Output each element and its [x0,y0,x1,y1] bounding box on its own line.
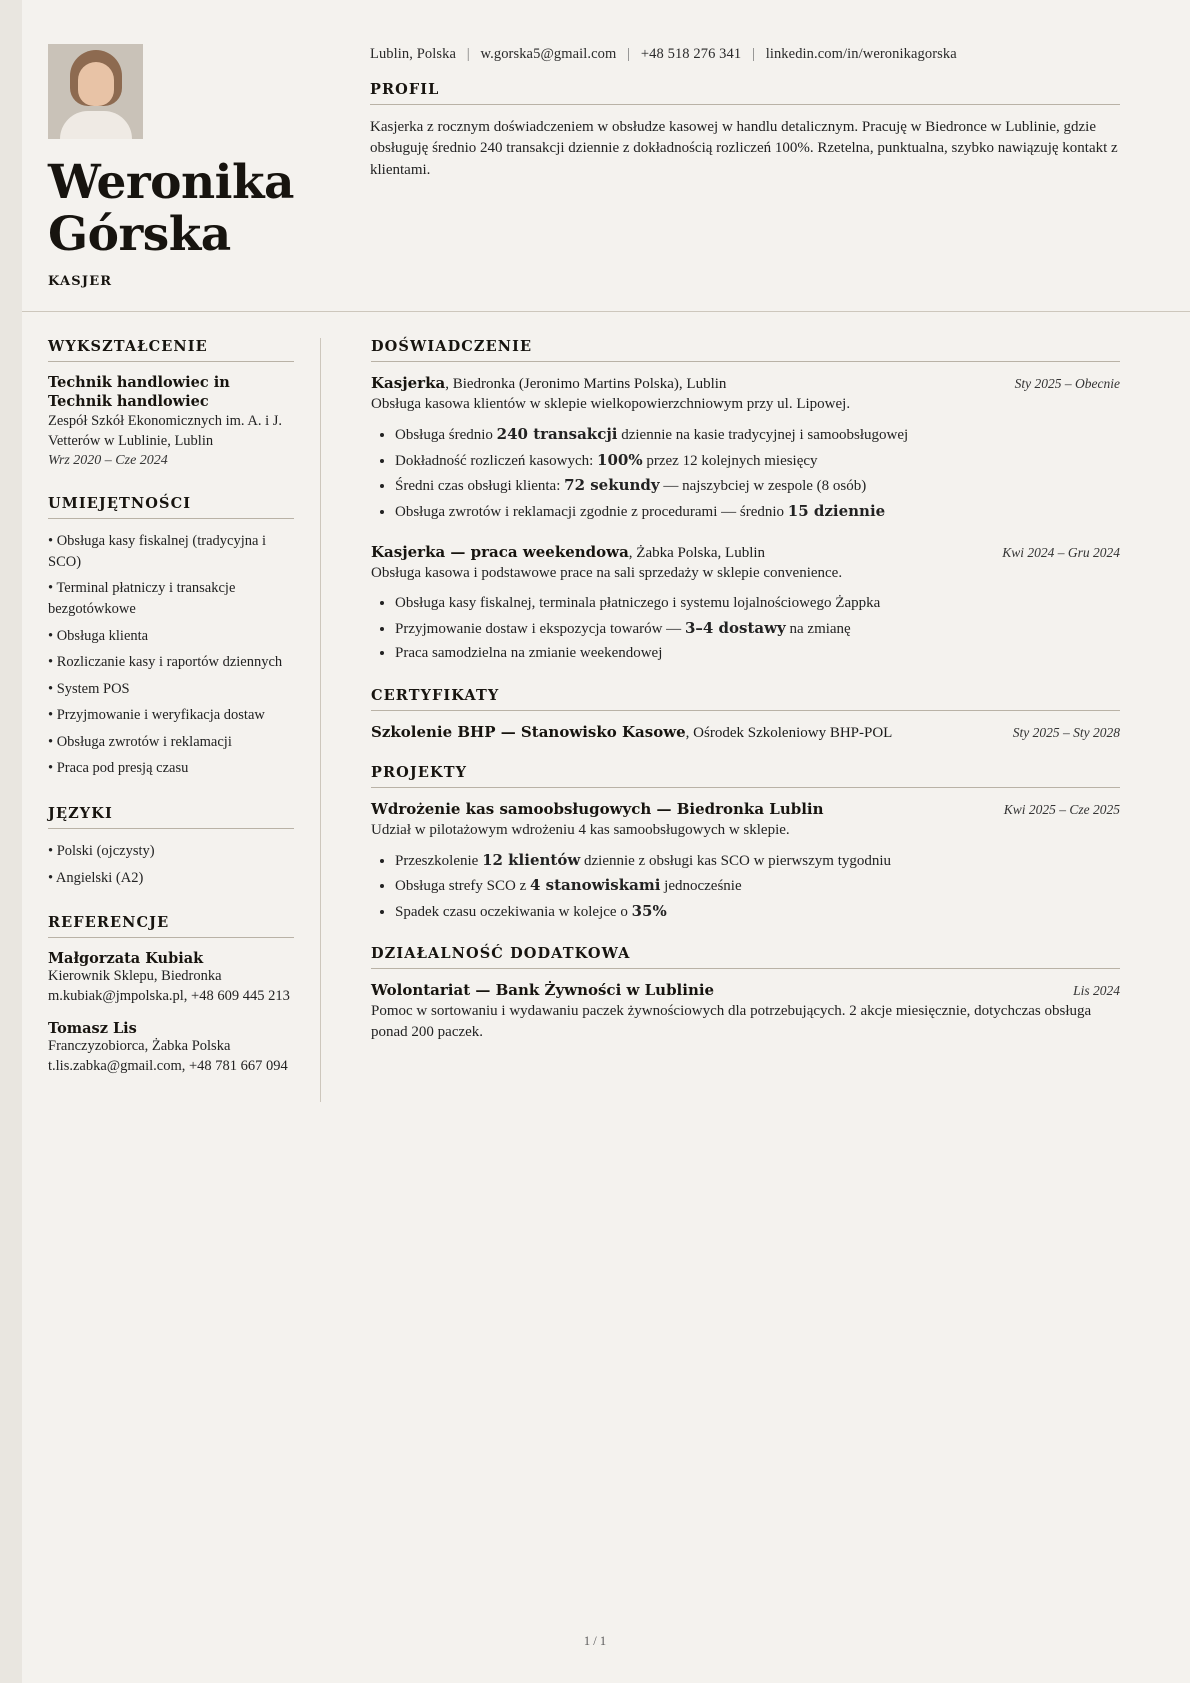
list-item: • Spadek czasu oczekiwania w kolejce o 35% [395,900,1120,924]
section-heading-education: WYKSZTAŁCENIE [48,338,294,362]
experience-entry [371,374,1120,523]
list-item: • Średni czas obsługi klienta: 72 sekundy — najszybciej w zespole (8 osób) [395,474,1120,498]
reference-item [48,950,294,1006]
entry-date: Lis 2024 [1073,983,1120,999]
contact-separator-1: | [466,46,470,62]
list-item: • Obsługa klienta [48,627,149,644]
education-title: Technik handlowiec in Technik handlowiec [48,374,230,411]
entry-title-bold: Wdrożenie kas samoobsługowych — Biedronka Lublin [371,799,824,818]
contact-location: Lublin, Polska [370,46,456,62]
list-item: • Praca pod presją czasu [48,760,189,777]
entry-date: Sty 2025 – Sty 2028 [1012,724,1120,740]
section-heading-references: REFERENCJE [48,914,294,938]
education-item [48,374,294,469]
entry-date: Kwi 2025 – Cze 2025 [1003,801,1120,817]
project-entry [371,800,1120,924]
experience-entry [371,543,1120,665]
list-item: • Przeszkolenie 12 klientów dziennie z obsługi kas SCO w pierwszym tygodniu [395,849,1120,873]
entry-date: Kwi 2024 – Gru 2024 [1002,545,1120,561]
entry-title-rest: , Żabka Polska, Lublin [628,545,766,562]
entry-title [371,723,892,742]
page-title [48,157,320,260]
list-item: • Angielski (A2) [48,869,144,886]
job-role: KASJER [48,274,113,290]
list-item: • Przyjmowanie i weryfikacja dostaw [48,707,265,724]
entry-title [371,981,714,1000]
section-projects [371,764,1120,924]
left-decorative-rail [0,0,22,1683]
list-item: • Obsługa średnio 240 transakcji dziennie na kasie tradycyjnej i samoobsługowej [395,423,1120,447]
entry-title-bold: Szkolenie BHP — Stanowisko Kasowe [371,722,686,741]
entry-title [371,800,824,819]
avatar-face [78,62,114,106]
section-heading-extra: DZIAŁALNOŚĆ DODATKOWA [371,945,1120,969]
entry-title [371,543,765,562]
section-heading-skills: UMIEJĘTNOŚCI [48,495,294,519]
reference-detail: Franczyzobiorca, Żabka Polska t.lis.zabka@gmail.com, +48 781 667 094 [48,1038,288,1074]
sidebar [48,338,320,1102]
section-heading-experience: DOŚWIADCZENIE [371,338,1120,362]
reference-name: Małgorzata Kubiak [48,950,204,968]
sidebar-section-education [48,338,294,469]
list-item: • Dokładność rozliczeń kasowych: 100% przez 12 kolejnych miesięcy [395,449,1120,473]
section-heading-certificates: CERTYFIKATY [371,687,1120,711]
contact-phone[interactable]: +48 518 276 341 [640,46,742,62]
entry-title-rest: , Ośrodek Szkoleniowy BHP-POL [685,724,893,741]
entry-description: Udział w pilotażowym wdrożeniu 4 kas samoobsługowych w sklepie. [371,821,790,838]
header-section [0,0,1190,289]
body-columns [0,312,1190,1102]
list-item: • Polski (ojczysty) [48,842,155,859]
sidebar-section-skills [48,495,294,779]
sidebar-section-languages [48,805,294,888]
education-date: Wrz 2020 – Cze 2024 [48,453,168,469]
reference-detail: Kierownik Sklepu, Biedronka m.kubiak@jmpolska.pl, +48 609 445 213 [48,968,290,1004]
section-heading-projects: PROJEKTY [371,764,1120,788]
contact-separator-3: | [751,46,755,62]
avatar [48,44,143,139]
page-number: 1 / 1 [583,1634,607,1648]
entry-header [371,374,1120,393]
certificate-entry [371,723,1120,742]
entry-header [371,800,1120,819]
list-item: • Rozliczanie kasy i raportów dziennych [48,654,283,671]
entry-title-rest: , Biedronka (Jeronimo Martins Polska), Lublin [445,376,727,393]
avatar-body [60,111,132,139]
contact-line [370,46,1120,63]
entry-points [371,423,1120,523]
section-heading-profil: PROFIL [370,81,1120,105]
entry-title [371,374,726,393]
entry-header [371,723,1120,742]
list-item: • System POS [48,680,130,697]
entry-header [371,981,1120,1000]
entry-title-bold: Wolontariat — Bank Żywności w Lublinie [371,981,715,1000]
entry-title-bold: Kasjerka [371,374,446,393]
sidebar-section-references [48,914,294,1076]
profile-text: Kasjerka z rocznym doświadczeniem w obsłudze kasowej w handlu detalicznym. Pracuję w Biedronce w Lublinie, gdzie obsługuję średnio 240 transakcji dziennie z dokładnością rozliczeń 100%. Rzetelna, punktualna, szybko nawiązuję kontakt z klientami. [370,119,1118,178]
list-item: • Terminal płatniczy i transakcje bezgotówkowe [48,580,236,617]
entry-description: Obsługa kasowa i podstawowe prace na sali sprzedaży w sklepie convenience. [371,565,843,582]
entry-description: Pomoc w sortowaniu i wydawaniu paczek żywnościowych dla potrzebujących. 2 akcje miesięcznie, dotychczas obsługa ponad 200 paczek. [371,1003,1092,1041]
header-right [320,34,1120,289]
list-item: • Przyjmowanie dostaw i ekspozycja towarów — 3–4 dostawy na zmianę [395,617,1120,641]
section-heading-languages: JĘZYKI [48,805,294,829]
contact-linkedin[interactable]: linkedin.com/in/weronikagorska [765,46,957,62]
education-school: Zespół Szkół Ekonomicznych im. A. i J. Vetterów w Lublinie, Lublin [48,413,282,449]
identity-column [48,34,320,289]
contact-email[interactable]: w.gorska5@gmail.com [480,46,617,62]
entry-date: Sty 2025 – Obecnie [1014,376,1120,392]
section-extra-activity [371,945,1120,1043]
reference-name: Tomasz Lis [48,1020,137,1038]
entry-header [371,543,1120,562]
section-experience [371,338,1120,665]
list-item: • Obsługa strefy SCO z 4 stanowiskami jednocześnie [395,874,1120,898]
reference-item [48,1020,294,1076]
list-item: • Praca samodzielna na zmianie weekendowej [395,642,1120,665]
extra-entry [371,981,1120,1043]
entry-description: Obsługa kasowa klientów w sklepie wielkopowierzchniowym przy ul. Lipowej. [371,396,851,413]
section-certificates [371,687,1120,742]
contact-separator-2: | [627,46,631,62]
list-item: • Obsługa zwrotów i reklamacji [48,733,232,750]
list-item: • Obsługa kasy fiskalnej (tradycyjna i SCO) [48,533,267,570]
entry-title-bold: Kasjerka — praca weekendowa [371,543,629,562]
entry-points [371,592,1120,665]
list-item: • Obsługa zwrotów i reklamacji zgodnie z procedurami — średnio 15 dziennie [395,500,1120,524]
first-name: Weronika [48,155,295,210]
list-item: • Obsługa kasy fiskalnej, terminala płatniczego i systemu lojalnościowego Żappka [395,592,1120,615]
main-content [320,338,1120,1102]
last-name: Górska [48,206,231,262]
entry-points [371,849,1120,924]
